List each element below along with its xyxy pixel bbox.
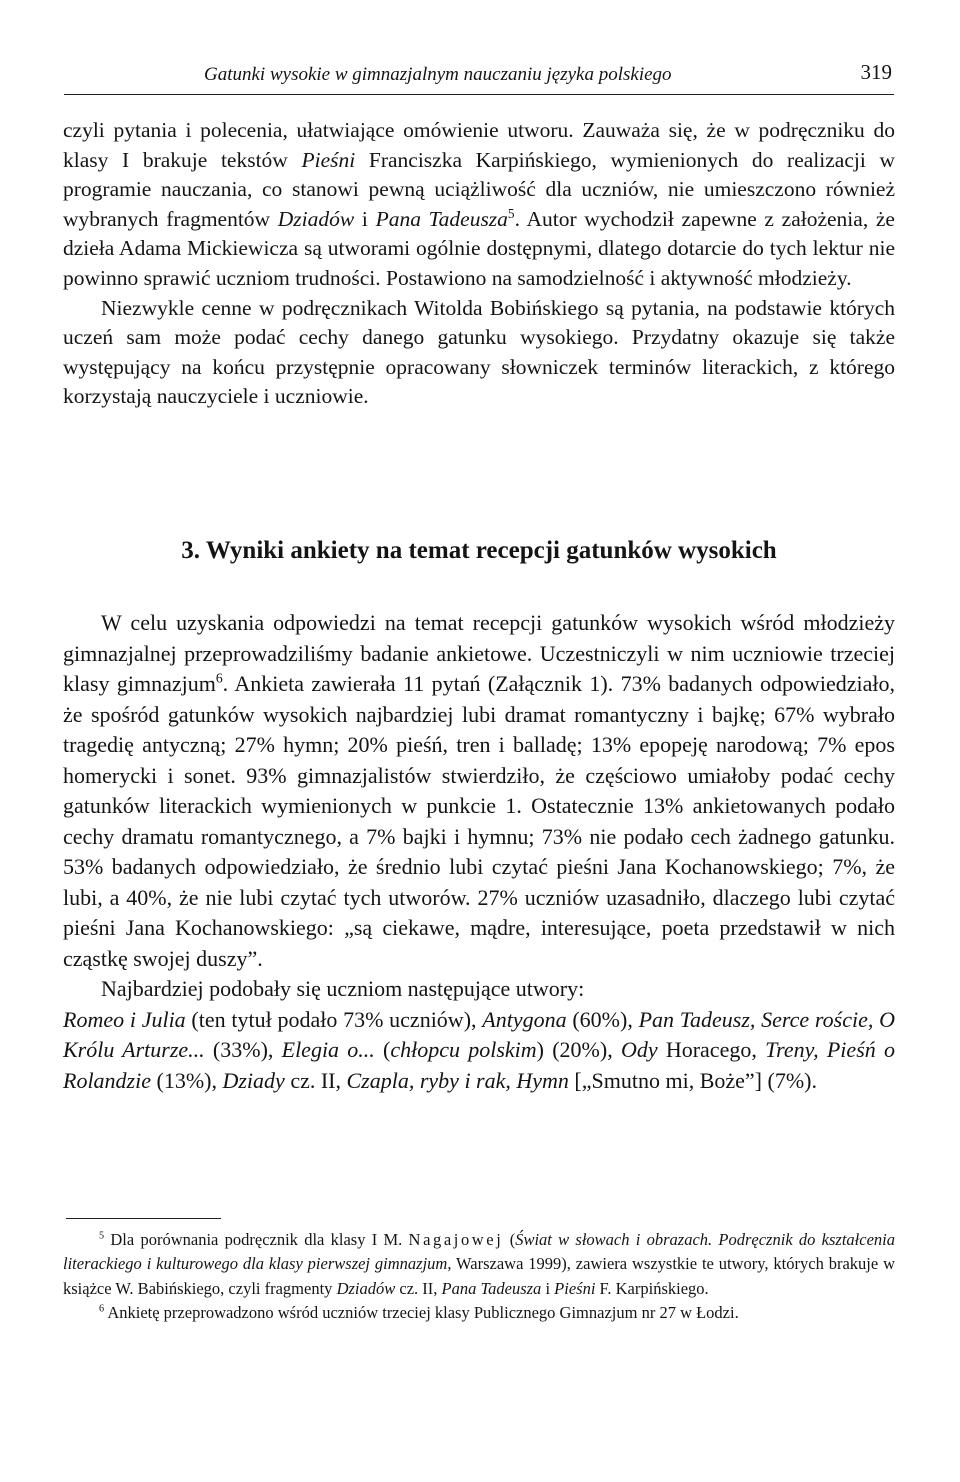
italic-title: Dziadów (336, 1278, 396, 1298)
author-name: Nagajowej (408, 1230, 504, 1249)
italic-title: Czapla, ryby i rak, Hymn (346, 1067, 569, 1093)
paragraph (63, 608, 895, 974)
italic-title: chłopcu polskim (390, 1037, 537, 1062)
footnotes (63, 1228, 895, 1326)
text-run: Dla porównania podręcznik dla klasy I M. (104, 1230, 409, 1249)
text-run: Warszawa 1999), zawiera wszystkie te utwory, których brakuje w książce W. Babińskiego, czyli fragmenty (63, 1254, 895, 1298)
text-run: Najbardziej podobały się uczniom następujące utwory: (101, 976, 585, 1001)
text-run: ( (374, 1037, 391, 1062)
text-run: czyli pytania i polecenia, ułatwiające omówienie utworu. Zauważa się, że w podręczniku do klasy I brakuje tekstów (63, 118, 895, 172)
italic-title: Pieśni (554, 1278, 596, 1298)
text-run: ) (20%), (536, 1037, 621, 1062)
running-title: Gatunki wysokie w gimnazjalnym nauczaniu języka polskiego (204, 64, 672, 85)
text-run: cz. II, (284, 1067, 347, 1093)
text-run: ( (503, 1230, 516, 1249)
italic-title: Treny, Pieśń o Rolandzie (63, 1037, 895, 1093)
paragraph (63, 116, 895, 294)
text-run: i (541, 1278, 555, 1298)
footnote-number: 6 (99, 1303, 105, 1315)
footnote-5 (63, 1228, 895, 1301)
text-run: i (354, 206, 376, 231)
text-run: (ten tytuł podało 73% uczniów), (185, 1006, 483, 1032)
italic-title: Elegia o... (281, 1037, 375, 1062)
italic-title: Romeo i Julia (63, 1006, 186, 1032)
text-run: Ankietę przeprowadzono wśród uczniów trzeciej klasy Publicznego Gimnazjum nr 27 w Łodzi. (104, 1303, 739, 1323)
text-run: . Autor wychodził zapewne z założenia, że dzieła Adama Mickiewicza są utworami ogólnie dostępnymi, dlatego dotarcie do tych lektur nie powinno sprawić uczniom trudności. Postawiono na samodzielność i aktywność młodzieży. (63, 206, 895, 290)
italic-title: Pana Tadeusza (375, 206, 508, 231)
text-run: F. Karpińskiego. (595, 1278, 709, 1298)
section-heading: 3. Wyniki ankiety na temat recepcji gatunków wysokich (181, 537, 777, 564)
italic-title: Dziadów (277, 206, 355, 231)
italic-title: Pieśni (301, 147, 356, 172)
footnote-number: 5 (99, 1230, 105, 1242)
footnote-6 (63, 1301, 895, 1325)
italic-title: Pana Tadeusza (441, 1278, 542, 1298)
text-run: W celu uzyskania odpowiedzi na temat recepcji gatunków wysokich wśród młodzieży gimnazjalnej przeprowadziliśmy badanie ankietowe. Uczestniczyli w nim uczniowie trzeciej klasy gimnazjum (63, 610, 895, 696)
text-run: Horacego, (657, 1037, 766, 1062)
footnote-ref: 5 (507, 205, 515, 221)
paragraph (63, 974, 895, 1096)
running-header (64, 58, 894, 95)
text-run: (33%), (204, 1037, 282, 1062)
paragraph: Niezwykle cenne w podręcznikach Witolda Bobińskiego są pytania, na podstawie których uczeń sam może podać cechy danego gatunku wysokiego. Przydatny okazuje się także występujący na końcu przystępnie opracowany słowniczek terminów literackich, z którego korzystają nauczyciele i uczniowie. (63, 295, 895, 409)
italic-title: Świat w słowach i obrazach. Podręcznik do kształcenia literackiego i kulturowego dla klasy pierwszej gimnazjum, (63, 1230, 895, 1274)
page-number: 319 (860, 60, 892, 84)
italic-title: Dziady (222, 1067, 285, 1093)
italic-title: Pan Tadeusz, Serce roście, O Królu Arturze... (63, 1006, 895, 1062)
text-run: [„Smutno mi, Boże”] (7%). (568, 1067, 817, 1093)
text-run: . Ankieta zawierała 11 pytań (Załącznik 1). 73% badanych odpowiedziało, że spośród gatunków wysokich najbardziej lubi dramat romantyczny i bajkę; 67% wybrało tragedię antyczną; 27% hymn; 20% pieśń, tren i balladę; 13% epopeję narodową; 7% epos homerycki i sonet. 93% gimnazjalistów stwierdziło, że częściowo umiałoby podać cechy gatunków literackich wymienionych w punkcie 1. Ostatecznie 13% ankietowanych podało cechy dramatu romantycznego, a 7% bajki i hymnu; 73% nie podało cech żadnego gatunku. 53% badanych odpowiedziało, że średnio lubi czytać pieśni Jana Kochanowskiego; 7%, że lubi, a 40%, że nie lubi czytać tych utworów. 27% uczniów uzasadniło, dlaczego lubi czytać pieśni Jana Kochanowskiego: „są ciekawe, mądre, interesujące, poeta przedstawił w nich cząstkę swojej duszy”. (63, 671, 896, 971)
italic-title: Ody (620, 1037, 658, 1062)
body-text-lower (63, 608, 895, 1096)
body-text-upper (63, 116, 895, 412)
text-run: (60%), (566, 1006, 639, 1032)
italic-title: Antygona (482, 1006, 567, 1032)
text-run: cz. II, (395, 1278, 442, 1298)
footnote-divider (66, 1218, 221, 1219)
text-run: Franciszka Karpińskiego, wymienionych do realizacji w programie nauczania, co stanowi pewną uciążliwość dla uczniów, nie umieszczono również wybranych fragmentów (63, 147, 895, 231)
text-run: (13%), (151, 1067, 223, 1093)
footnote-ref: 6 (215, 670, 223, 686)
